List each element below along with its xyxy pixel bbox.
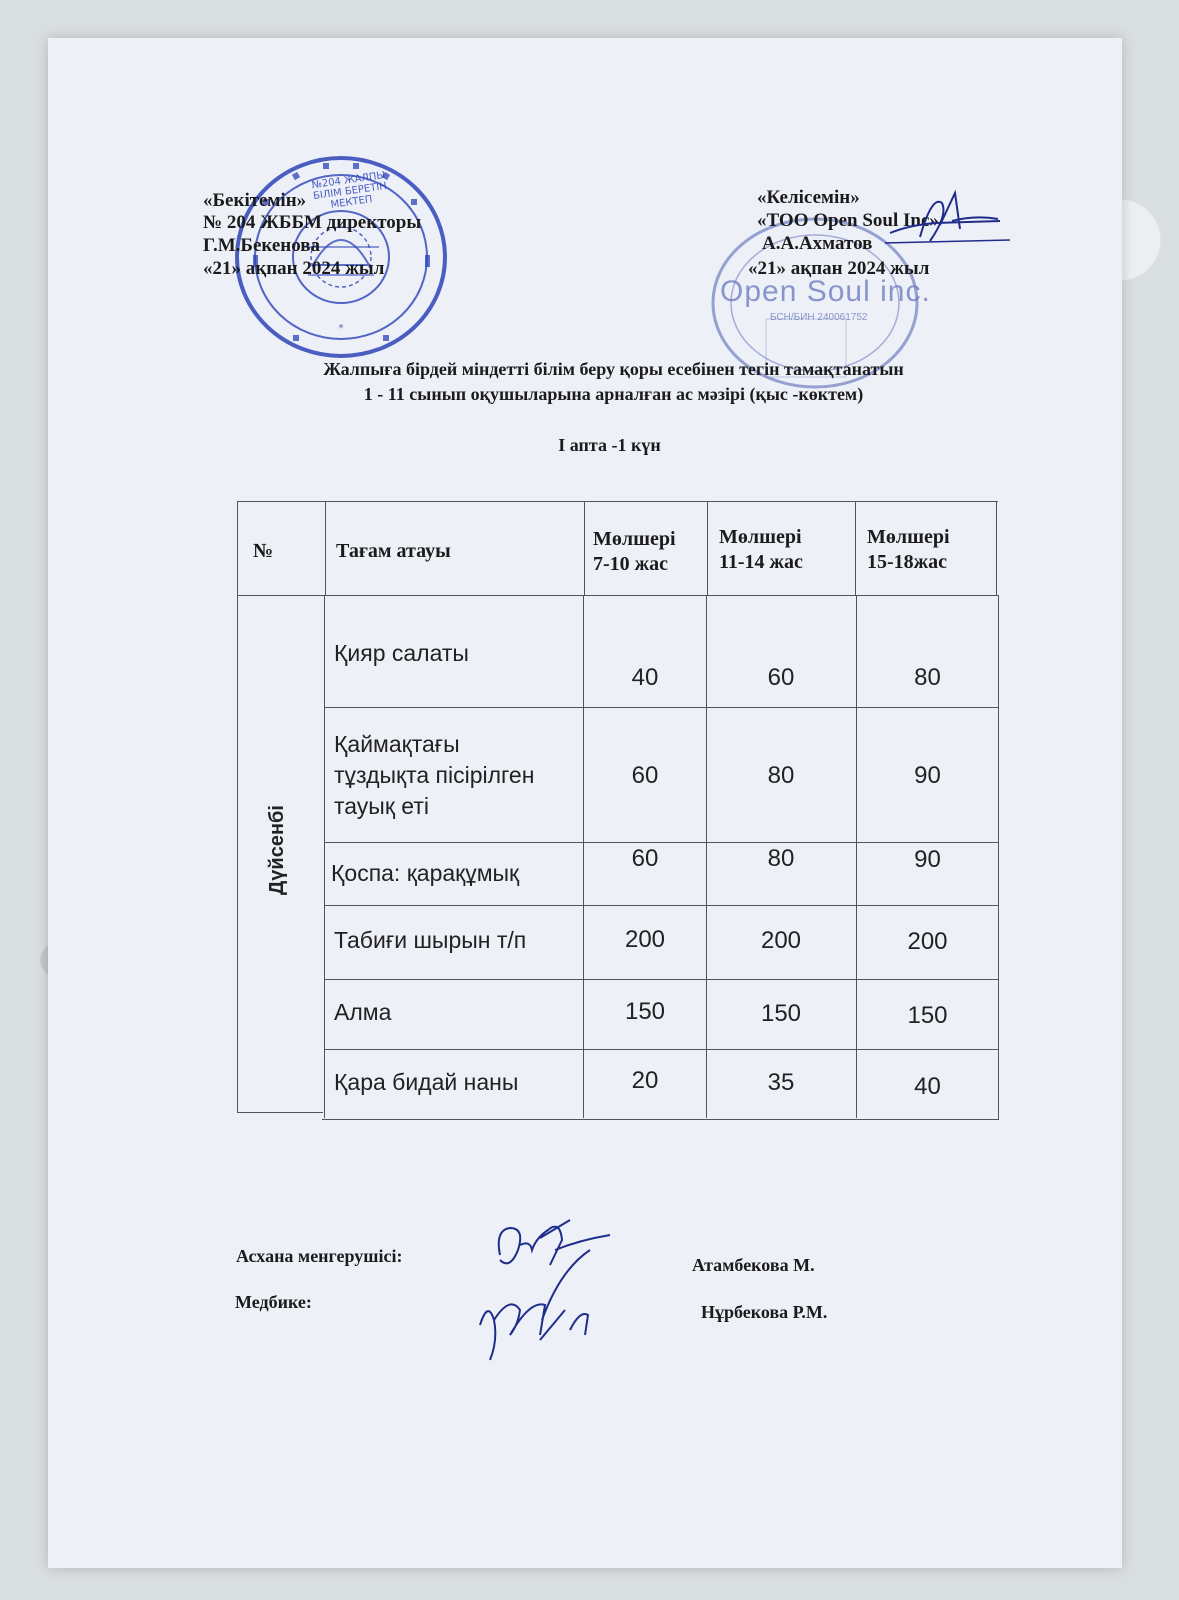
approve-line-2: № 204 ЖББМ директоры xyxy=(203,212,422,233)
row2-value-15-18: 90 xyxy=(914,762,941,789)
seal-text: №204 ЖАЛПЫ БІЛІМ БЕРЕТІН МЕКТЕП xyxy=(310,170,388,211)
title-line-2: 1 - 11 сынып оқушыларына арналған ас мәзірі (қыс -көктем) xyxy=(363,384,864,404)
agree-line-2: «ТОО Open Soul Inc» xyxy=(757,210,939,231)
header-number: № xyxy=(253,540,274,562)
handwritten-signatures xyxy=(470,1210,630,1370)
agree-line-3: А.А.Ахматов xyxy=(762,233,873,254)
row3-value-15-18: 90 xyxy=(914,846,941,873)
nurse-name: Нұрбекова Р.М. xyxy=(701,1302,828,1322)
row4-value-15-18: 200 xyxy=(907,928,948,955)
director-signature xyxy=(880,185,1015,255)
cook-name: Атамбекова М. xyxy=(692,1255,815,1275)
row6-value-15-18: 40 xyxy=(914,1073,941,1100)
day-label: Дүйсенбі xyxy=(266,805,288,895)
row5-value-15-18: 150 xyxy=(907,1002,948,1029)
header-col2-title: Мөлшері xyxy=(719,526,802,548)
stamp-brand: Open Soul inc. xyxy=(720,275,931,308)
row4-value-11-14: 200 xyxy=(760,927,802,954)
week-day-label: I апта -1 күн xyxy=(558,435,661,455)
row1-value-11-14: 60 xyxy=(767,664,795,691)
approve-line-4: «21» ақпан 2024 жыл xyxy=(203,258,385,279)
header-col1-age: 7-10 жас xyxy=(593,553,669,575)
row1-value-7-10: 40 xyxy=(631,664,659,691)
svg-text:*: * xyxy=(338,323,344,334)
row5-dish: Алма xyxy=(334,999,392,1025)
row3-value-7-10: 60 xyxy=(631,845,659,872)
nurse-label: Медбике: xyxy=(235,1292,312,1312)
row1-value-15-18: 80 xyxy=(914,664,941,691)
row2-value-7-10: 60 xyxy=(631,762,659,789)
approve-line-3: Г.М.Бекенова xyxy=(203,235,321,256)
header-dish-name: Тағам атауы xyxy=(336,540,451,562)
row2-dish-line3: тауық еті xyxy=(334,793,429,819)
row4-dish: Табиғи шырын т/п xyxy=(334,927,527,953)
row5-value-7-10: 150 xyxy=(624,998,666,1025)
row6-value-11-14: 35 xyxy=(767,1069,795,1096)
agree-line-1: «Келісемін» xyxy=(757,187,860,208)
row3-value-11-14: 80 xyxy=(767,845,795,872)
row3-dish: Қоспа: қарақұмық xyxy=(331,860,520,886)
row2-value-11-14: 80 xyxy=(767,762,795,789)
stamp-bin: БСН/БИН 240061752 xyxy=(770,312,868,323)
header-col3-title: Мөлшері xyxy=(867,526,950,548)
header-col1-title: Мөлшері xyxy=(593,528,676,550)
agree-line-4: «21» ақпан 2024 жыл xyxy=(748,258,930,279)
title-line-1: Жалпыға бірдей міндетті білім беру қоры есебінен тегін тамақтанатын xyxy=(323,359,904,379)
row6-dish: Қара бидай наны xyxy=(334,1069,519,1095)
row2-dish-line2: тұздықта пісірілген xyxy=(334,762,535,788)
row1-dish: Қияр салаты xyxy=(334,640,469,666)
row6-value-7-10: 20 xyxy=(631,1067,659,1094)
cook-label: Асхана менгерушісі: xyxy=(236,1246,403,1266)
header-col2-age: 11-14 жас xyxy=(719,551,803,573)
row2-dish-line1: Қаймақтағы xyxy=(334,731,460,757)
header-col3-age: 15-18жас xyxy=(867,551,948,573)
approve-line-1: «Бекітемін» xyxy=(203,190,307,211)
row4-value-7-10: 200 xyxy=(624,926,666,953)
row5-value-11-14: 150 xyxy=(760,1000,802,1027)
